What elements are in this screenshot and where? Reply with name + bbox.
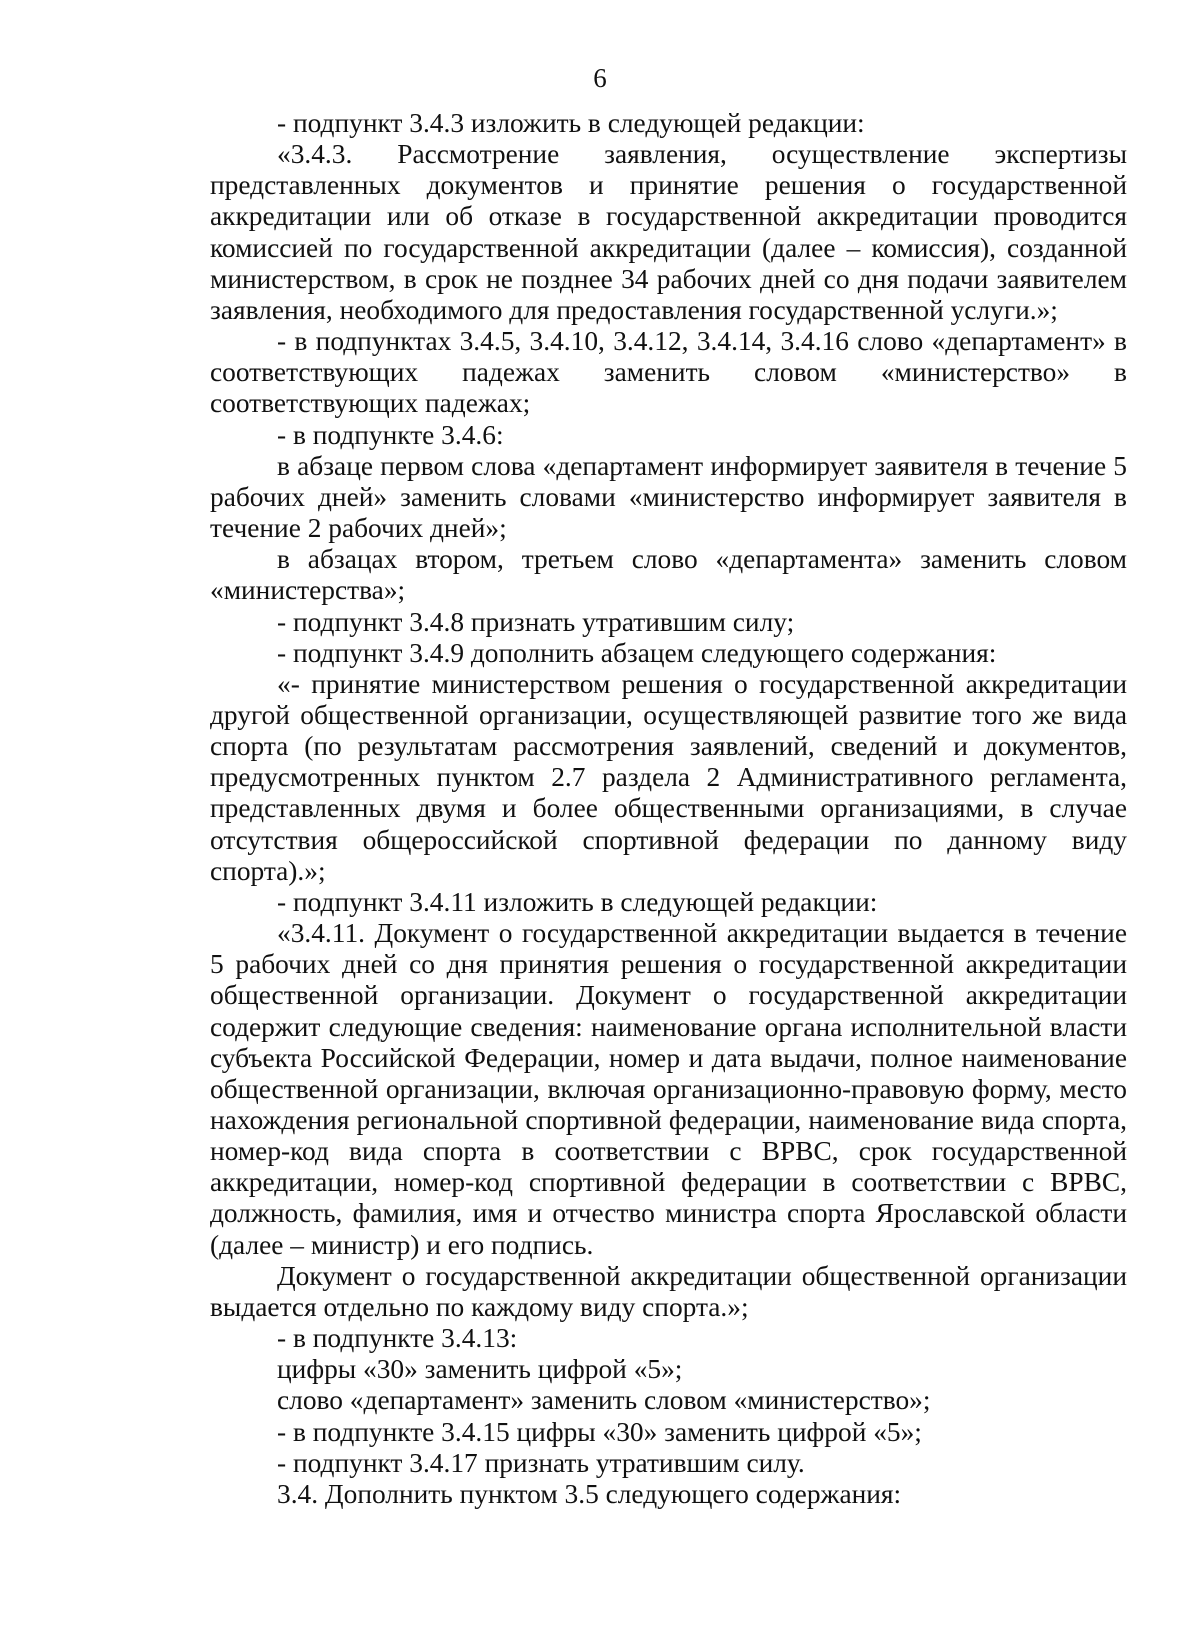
paragraph: - подпункт 3.4.17 признать утратившим силу. — [277, 1447, 805, 1478]
paragraph: 3.4. Дополнить пунктом 3.5 следующего содержания: — [277, 1478, 902, 1509]
document-body — [210, 108, 1127, 1510]
paragraph: слово «департамент» заменить словом «министерство»; — [277, 1385, 931, 1416]
paragraph: - в подпункте 3.4.15 цифры «30» заменить цифрой «5»; — [277, 1416, 922, 1447]
paragraph: - в подпункте 3.4.13: — [277, 1323, 518, 1354]
paragraph: - подпункт 3.4.3 изложить в следующей редакции: — [277, 108, 865, 138]
paragraph: - в подпункте 3.4.6: — [277, 419, 504, 450]
paragraph: в абзаце первом слова «департамент информирует заявителя в течение 5 рабочих дней» заменить словами «министерство информирует заявителя в течение 2 рабочих дней»; — [210, 450, 1127, 544]
paragraph: - подпункт 3.4.9 дополнить абзацем следующего содержания: — [277, 637, 997, 668]
paragraph: «- принятие министерством решения о государственной аккредитации другой общественной организации, осуществляющей развитие того же вида спорта (по результатам рассмотрения заявлений, сведений и документов, предусмотренных пунктом 2.7 раздела 2 Административного регламента, представленных двумя и более общественными организациями, в случае отсутствия общероссийской спортивной федерации по данному виду спорта).»; — [210, 668, 1127, 886]
paragraph: «3.4.11. Документ о государственной аккредитации выдается в течение 5 рабочих дней со дня принятия решения о государственной аккредитации общественной организации. Документ о государственной аккредитации содержит следующие сведения: наименование органа исполнительной власти субъекта Российской Федерации, номер и дата выдачи, полное наименование общественной организации, включая организационно-правовую форму, место нахождения региональной спортивной федерации, наименование вида спорта, номер-код вида спорта в соответствии с ВРВС, срок государственной аккредитации, номер-код спортивной федерации в соответствии с ВРВС, должность, фамилия, имя и отчество министра спорта Ярославской области (далее – министр) и его подпись. — [210, 918, 1127, 1260]
paragraph: - подпункт 3.4.11 изложить в следующей редакции: — [277, 886, 878, 917]
paragraph: Документ о государственной аккредитации общественной организации выдается отдельно по каждому виду спорта.»; — [210, 1260, 1127, 1322]
page-number: 6 — [593, 63, 607, 93]
paragraph: цифры «30» заменить цифрой «5»; — [277, 1354, 683, 1385]
paragraph: в абзацах втором, третьем слово «департамента» заменить словом «министерства»; — [210, 544, 1127, 606]
paragraph: «3.4.3. Рассмотрение заявления, осуществление экспертизы представленных документов и принятие решения о государственной аккредитации или об отказе в государственной аккредитации проводится комиссией по государственной аккредитации (далее – комиссия), созданной министерством, в срок не позднее 34 рабочих дней со дня подачи заявителем заявления, необходимого для предоставления государственной услуги.»; — [210, 139, 1127, 325]
paragraph: - подпункт 3.4.8 признать утратившим силу; — [277, 606, 795, 637]
paragraph: - в подпунктах 3.4.5, 3.4.10, 3.4.12, 3.4.14, 3.4.16 слово «департамент» в соответствующих падежах заменить словом «министерство» в соответствующих падежах; — [210, 326, 1127, 419]
